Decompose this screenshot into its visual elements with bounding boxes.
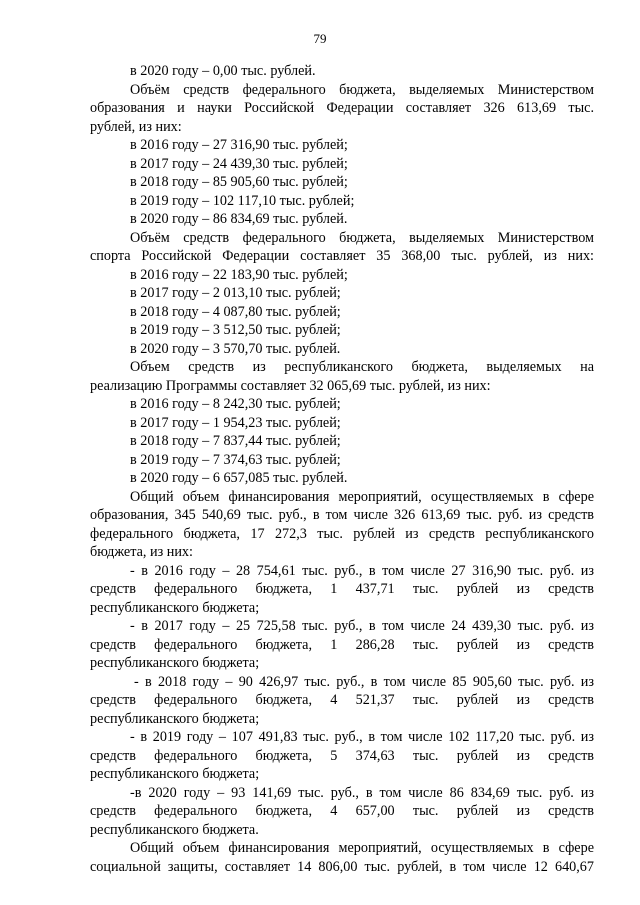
text-line: бюджета, из них: xyxy=(90,544,193,560)
text-line: - в 2016 году – 28 754,61 тыс. руб., в том числе 27 316,90 тыс. руб. из xyxy=(130,562,594,579)
text-line: в 2019 году – 3 512,50 тыс. рублей; xyxy=(130,322,341,338)
text-line: Объем средств из республиканского бюджета, выделяемых на xyxy=(130,359,594,375)
text-line: в 2018 году – 85 905,60 тыс. рублей; xyxy=(130,174,348,190)
text-line: -в 2020 году – 93 141,69 тыс. руб., в том числе 86 834,69 тыс. руб. из xyxy=(130,784,594,801)
text-line: Общий объем финансирования мероприятий, осуществляемых в сфере xyxy=(130,840,594,856)
text-line: в 2017 году – 1 954,23 тыс. рублей; xyxy=(130,414,341,431)
text-line: Общий объем финансирования мероприятий, осуществляемых в сфере xyxy=(130,488,594,505)
text-line: в 2020 году – 86 834,69 тыс. рублей. xyxy=(130,211,348,227)
text-line: в 2016 году – 8 242,30 тыс. рублей; xyxy=(130,396,341,412)
text-line: в 2019 году – 7 374,63 тыс. рублей; xyxy=(130,451,341,468)
text-line: в 2020 году – 3 570,70 тыс. рублей. xyxy=(130,340,341,357)
text-line: республиканского бюджета; xyxy=(90,710,260,727)
page-number: 79 xyxy=(313,31,327,46)
text-line: социальной защиты, составляет 14 806,00 тыс. рублей, в том числе 12 640,67 xyxy=(90,858,594,875)
text-line: - в 2018 году – 90 426,97 тыс. руб., в том числе 85 905,60 тыс. руб. из xyxy=(134,673,594,690)
text-line: средств федерального бюджета, 1 286,28 тыс. рублей из средств xyxy=(90,636,594,653)
text-line: в 2016 году – 27 316,90 тыс. рублей; xyxy=(130,137,348,153)
text-line: средств федерального бюджета, 1 437,71 тыс. рублей из средств xyxy=(90,581,594,597)
text-line: в 2017 году – 24 439,30 тыс. рублей; xyxy=(130,155,348,172)
text-line: спорта Российской Федерации составляет 35 368,00 тыс. рублей, из них: xyxy=(90,248,594,264)
text-line: республиканского бюджета; xyxy=(90,766,260,782)
text-line: средств федерального бюджета, 5 374,63 тыс. рублей из средств xyxy=(90,747,594,764)
text-line: в 2020 году – 6 657,085 тыс. рублей. xyxy=(130,470,348,486)
text-line: рублей, из них: xyxy=(90,118,182,135)
text-line: в 2018 году – 4 087,80 тыс. рублей; xyxy=(130,303,341,320)
text-line: республиканского бюджета; xyxy=(90,599,260,616)
text-line: средств федерального бюджета, 4 521,37 тыс. рублей из средств xyxy=(90,692,594,708)
text-line: в 2020 году – 0,00 тыс. рублей. xyxy=(130,63,316,79)
text-line: - в 2017 году – 25 725,58 тыс. руб., в том числе 24 439,30 тыс. руб. из xyxy=(130,618,594,634)
text-line: в 2018 году – 7 837,44 тыс. рублей; xyxy=(130,433,341,449)
text-line: средств федерального бюджета, 4 657,00 тыс. рублей из средств xyxy=(90,803,594,819)
text-line: республиканского бюджета; xyxy=(90,655,260,671)
text-line: республиканского бюджета. xyxy=(90,821,259,838)
text-line: реализацию Программы составляет 32 065,69 тыс. рублей, из них: xyxy=(90,377,491,394)
text-line: образования, 345 540,69 тыс. руб., в том числе 326 613,69 тыс. руб. из средств xyxy=(90,507,594,523)
document-body xyxy=(90,62,594,876)
text-line: в 2019 году – 102 117,10 тыс. рублей; xyxy=(130,192,355,209)
text-line: федерального бюджета, 17 272,3 тыс. рублей из средств республиканского xyxy=(90,525,594,542)
text-line: - в 2019 году – 107 491,83 тыс. руб., в том числе 102 117,20 тыс. руб. из xyxy=(130,729,594,745)
text-line: образования и науки Российской Федерации составляет 326 613,69 тыс. xyxy=(90,100,594,116)
text-line: Объём средств федерального бюджета, выделяемых Министерством xyxy=(130,229,594,246)
text-line: в 2017 году – 2 013,10 тыс. рублей; xyxy=(130,285,341,301)
text-line: Объём средств федерального бюджета, выделяемых Министерством xyxy=(130,81,594,98)
text-line: в 2016 году – 22 183,90 тыс. рублей; xyxy=(130,266,348,283)
